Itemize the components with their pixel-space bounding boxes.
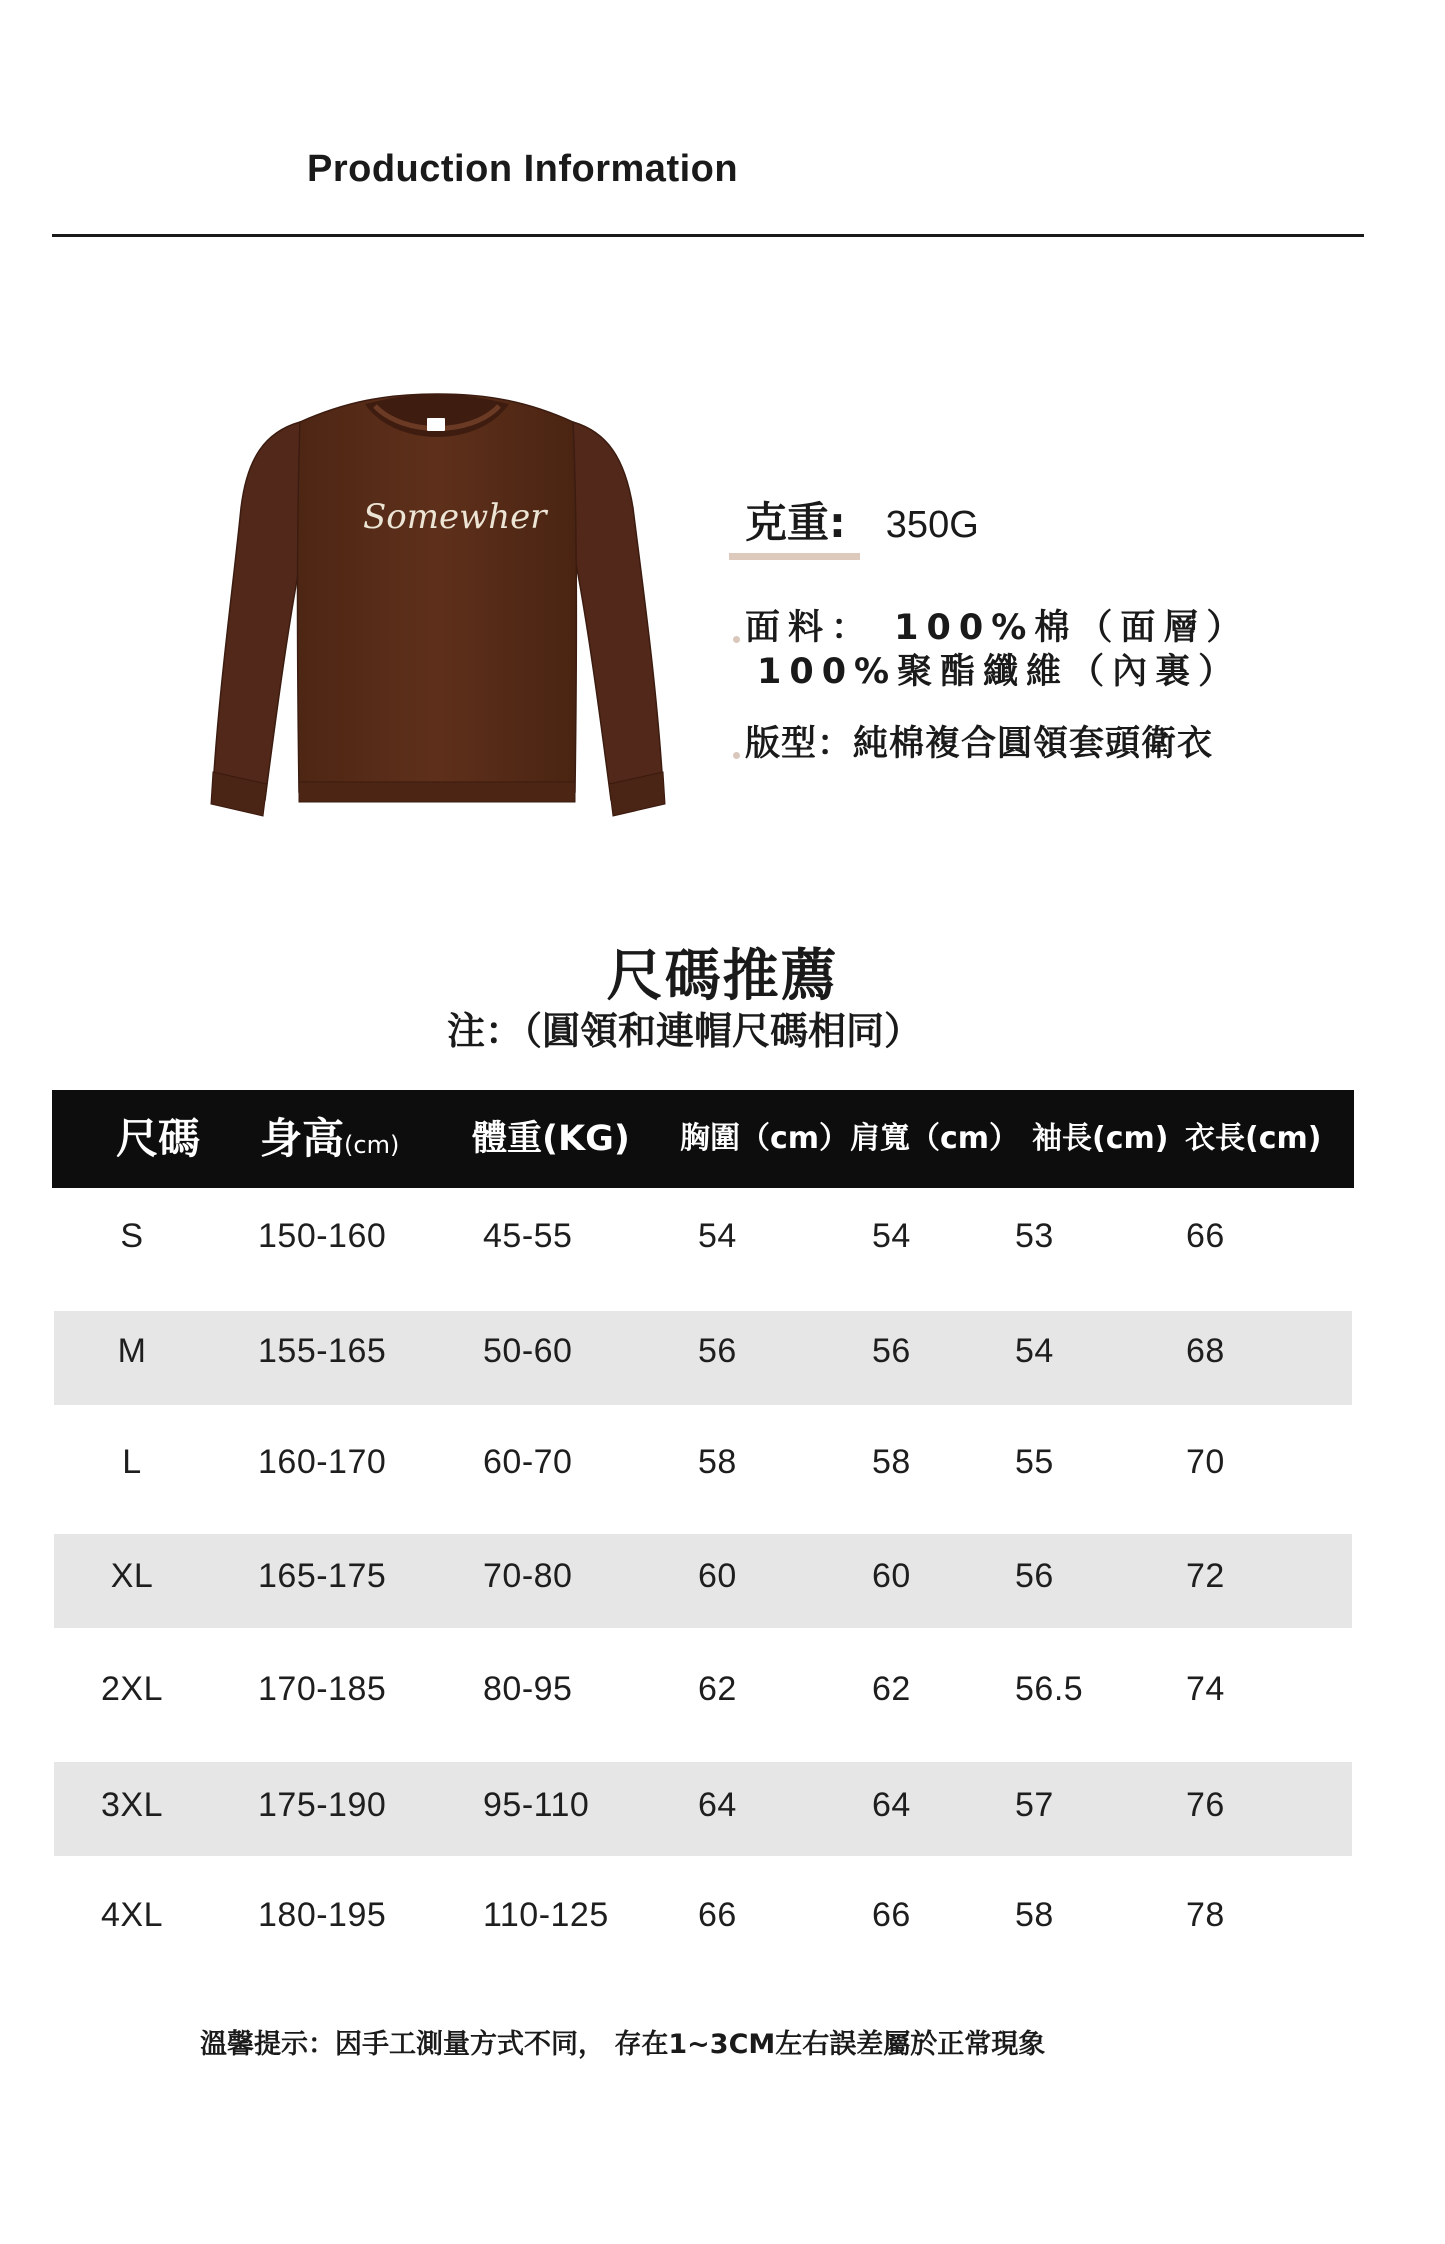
cell-shoulder: 60 — [872, 1557, 911, 1595]
fabric-line-2: 100%聚酯纖維（內裏） — [757, 652, 1242, 692]
bullet-dot — [733, 752, 740, 759]
cell-height: 165-175 — [258, 1557, 387, 1595]
page-title: Production Information — [307, 148, 739, 190]
cell-height: 170-185 — [258, 1670, 387, 1708]
cell-weight: 60-70 — [483, 1443, 573, 1481]
cell-chest: 62 — [698, 1670, 737, 1708]
header-length: 衣長(cm) — [1185, 1121, 1322, 1156]
cell-size: M — [117, 1332, 147, 1370]
table-header — [52, 1090, 1354, 1188]
cell-height: 160-170 — [258, 1443, 387, 1481]
print-text: Somewher — [363, 497, 547, 537]
cell-length: 70 — [1186, 1443, 1225, 1481]
cell-sleeve: 53 — [1015, 1217, 1054, 1255]
cell-sleeve: 57 — [1015, 1786, 1054, 1824]
cell-size: 4XL — [101, 1896, 163, 1934]
cell-length: 68 — [1186, 1332, 1225, 1370]
cell-shoulder: 56 — [872, 1332, 911, 1370]
cell-sleeve: 55 — [1015, 1443, 1054, 1481]
cell-shoulder: 64 — [872, 1786, 911, 1824]
cell-size: L — [122, 1443, 142, 1481]
size-section-note: 注：（圓領和連帽尺碼相同） — [447, 1009, 923, 1053]
cell-sleeve: 58 — [1015, 1896, 1054, 1934]
size-section-title: 尺碼推薦 — [606, 944, 839, 1009]
cell-chest: 54 — [698, 1217, 737, 1255]
weight-row — [745, 490, 979, 550]
header-height-unit: (cm) — [344, 1131, 400, 1159]
header-weight: 體重(KG) — [472, 1119, 630, 1159]
header-shoulder: 肩寬（cm） — [850, 1121, 1020, 1156]
cell-length: 72 — [1186, 1557, 1225, 1595]
cell-height: 180-195 — [258, 1896, 387, 1934]
cell-size: 2XL — [101, 1670, 163, 1708]
cell-weight: 110-125 — [483, 1896, 609, 1934]
cell-chest: 58 — [698, 1443, 737, 1481]
cell-length: 76 — [1186, 1786, 1225, 1824]
cell-weight: 95-110 — [483, 1786, 590, 1824]
cell-chest: 60 — [698, 1557, 737, 1595]
footer-note: 溫馨提示：因手工測量方式不同， 存在1~3CM左右誤差屬於正常現象 — [200, 2029, 1046, 2060]
cell-height: 155-165 — [258, 1332, 387, 1370]
cell-shoulder: 66 — [872, 1896, 911, 1934]
cell-shoulder: 54 — [872, 1217, 911, 1255]
cell-length: 74 — [1186, 1670, 1225, 1708]
cell-size: 3XL — [101, 1786, 163, 1824]
cell-height: 175-190 — [258, 1786, 387, 1824]
cell-height: 150-160 — [258, 1217, 387, 1255]
weight-label: 克重: — [745, 490, 846, 550]
cell-sleeve: 56 — [1015, 1557, 1054, 1595]
cell-weight: 70-80 — [483, 1557, 573, 1595]
cell-weight: 45-55 — [483, 1217, 573, 1255]
cell-weight: 50-60 — [483, 1332, 573, 1370]
cell-sleeve: 54 — [1015, 1332, 1054, 1370]
header-size: 尺碼 — [116, 1114, 201, 1163]
cell-size: XL — [110, 1557, 154, 1595]
cell-sleeve: 56.5 — [1015, 1670, 1084, 1708]
heading-divider — [52, 234, 1364, 237]
fabric-line-1: 面料： 100%棉（面層） — [745, 608, 1250, 648]
cell-chest: 64 — [698, 1786, 737, 1824]
header-chest: 胸圍（cm） — [680, 1121, 850, 1156]
cell-weight: 80-95 — [483, 1670, 573, 1708]
cell-size: S — [120, 1217, 144, 1255]
cell-chest: 56 — [698, 1332, 737, 1370]
fit-line: 版型：純棉複合圓領套頭衛衣 — [745, 724, 1214, 764]
header-sleeve: 袖長(cm) — [1032, 1121, 1169, 1156]
cell-length: 66 — [1186, 1217, 1225, 1255]
cell-length: 78 — [1186, 1896, 1225, 1934]
cell-shoulder: 62 — [872, 1670, 911, 1708]
header-height: 身高(cm) — [260, 1114, 400, 1163]
cell-chest: 66 — [698, 1896, 737, 1934]
product-image — [205, 388, 670, 828]
bullet-dot — [733, 636, 740, 643]
weight-value: 350G — [885, 504, 979, 546]
cell-shoulder: 58 — [872, 1443, 911, 1481]
